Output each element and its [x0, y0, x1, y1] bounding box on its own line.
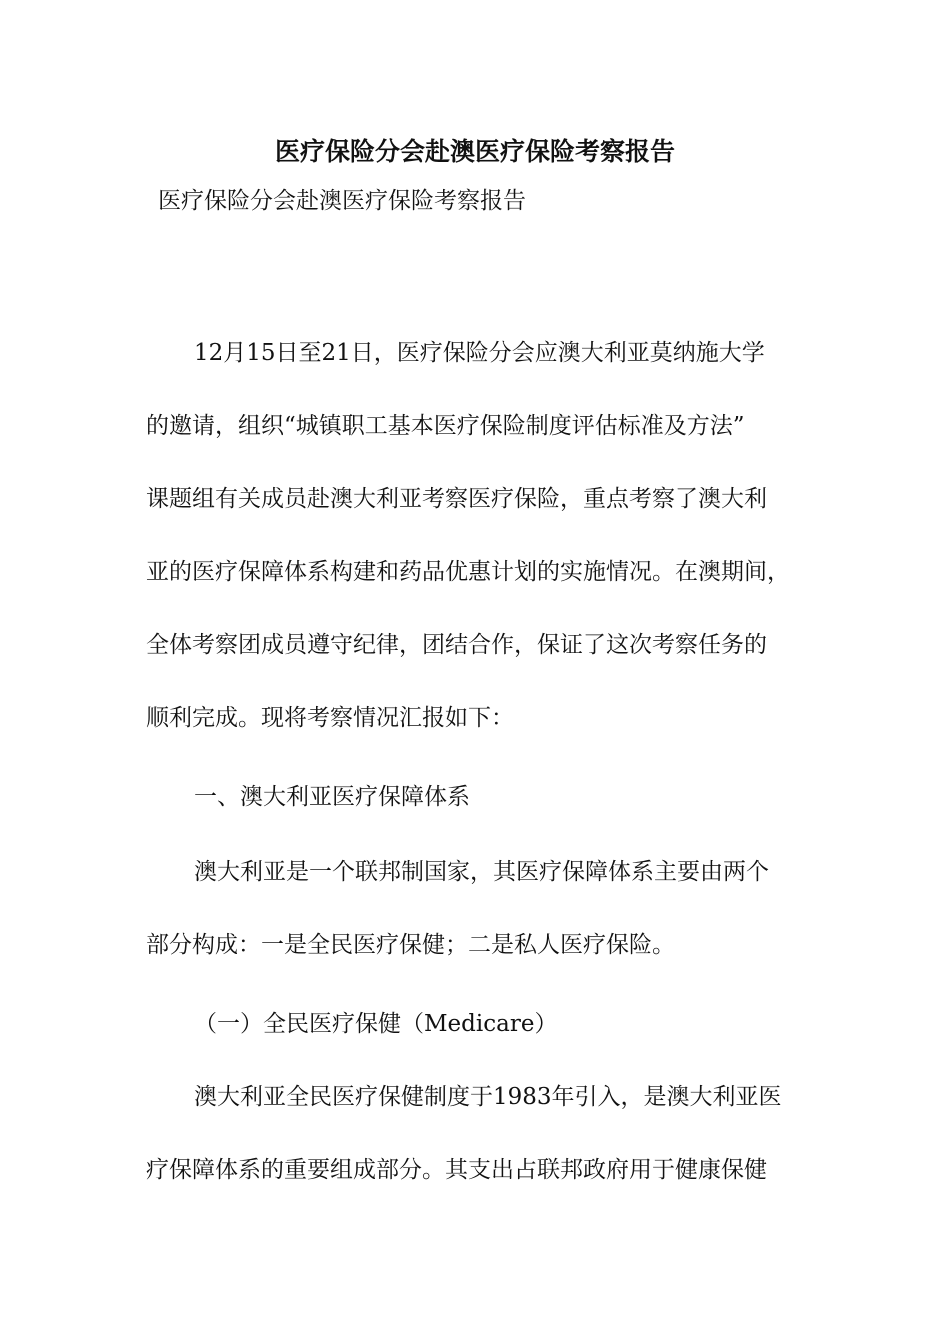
- paragraph-line: 顺利完成。现将考察情况汇报如下：: [146, 705, 514, 731]
- paragraph-line: 亚的医疗保障体系构建和药品优惠计划的实施情况。在澳期间，: [146, 559, 790, 585]
- paragraph-line: 的邀请，组织“城镇职工基本医疗保险制度评估标准及方法”: [146, 413, 745, 439]
- paragraph-line: 澳大利亚是一个联邦制国家，其医疗保障体系主要由两个: [194, 859, 769, 885]
- paragraph-line: 部分构成：一是全民医疗保健；二是私人医疗保险。: [146, 932, 675, 958]
- document-subtitle: 医疗保险分会赴澳医疗保险考察报告: [158, 188, 526, 214]
- paragraph-line: 12月15日至21日，医疗保险分会应澳大利亚莫纳施大学: [194, 340, 765, 366]
- paragraph-line: 课题组有关成员赴澳大利亚考察医疗保险，重点考察了澳大利: [146, 486, 767, 512]
- subsection-heading: （一）全民医疗保健（Medicare）: [194, 1011, 558, 1037]
- section-heading: 一、澳大利亚医疗保障体系: [194, 784, 470, 810]
- paragraph-line: 澳大利亚全民医疗保健制度于1983年引入，是澳大利亚医: [194, 1084, 782, 1110]
- paragraph-line: 全体考察团成员遵守纪律，团结合作，保证了这次考察任务的: [146, 632, 767, 658]
- document-title: 医疗保险分会赴澳医疗保险考察报告: [274, 137, 675, 166]
- paragraph-line: 疗保障体系的重要组成部分。其支出占联邦政府用于健康保健: [146, 1157, 767, 1183]
